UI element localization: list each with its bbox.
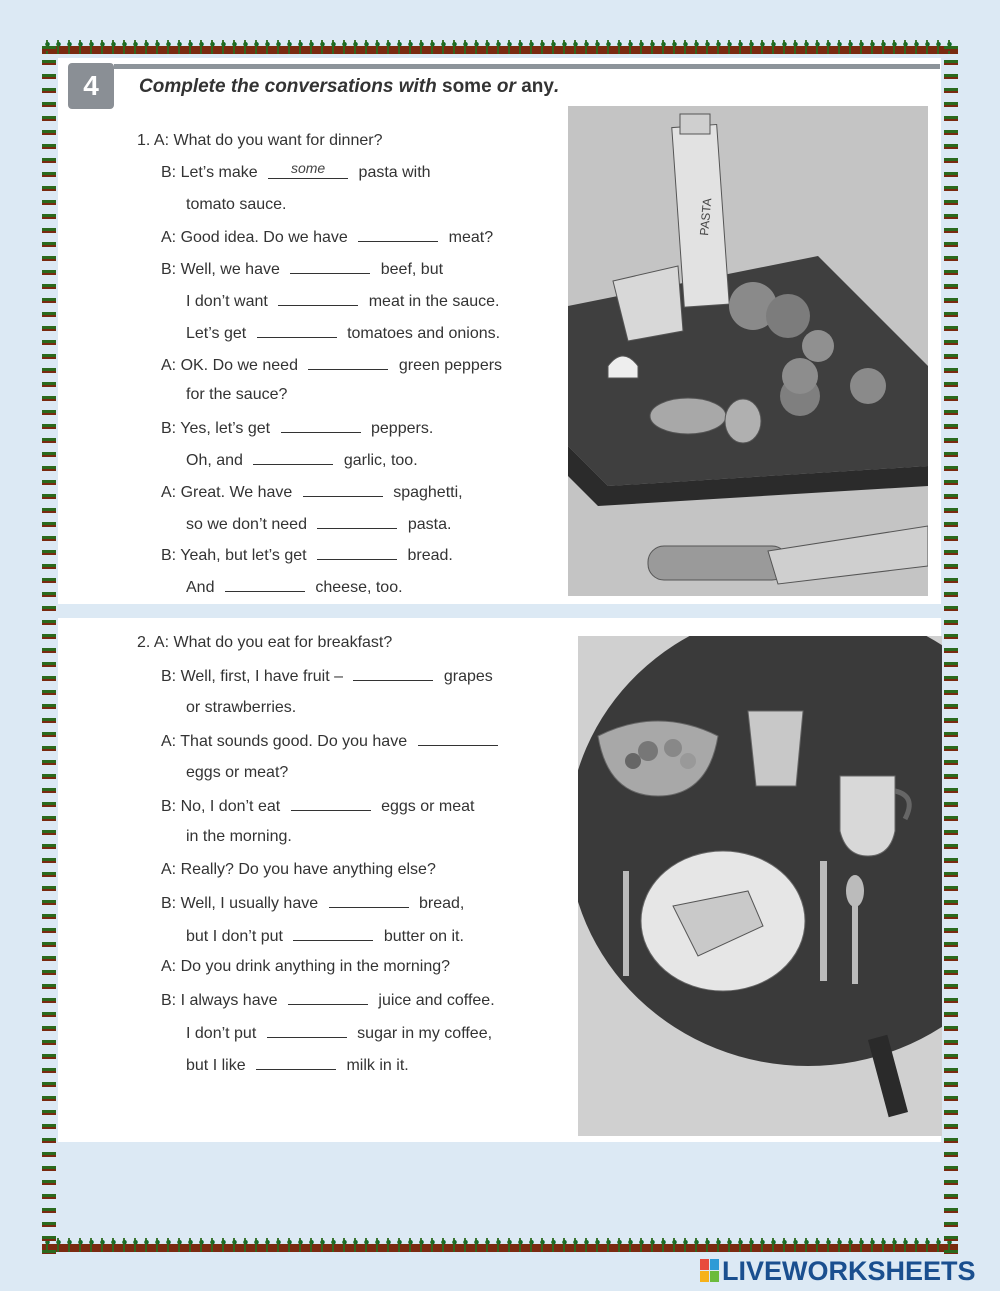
dialogue-text: eggs or meat? (186, 763, 289, 781)
dialogue-line (161, 159, 431, 182)
dialogue-line (161, 227, 493, 247)
dialogue-text: A: Really? Do you have anything else? (161, 860, 436, 878)
dialogue-text: B: Yes, let’s get (161, 420, 275, 438)
dialogue-line (186, 926, 464, 946)
dialogue-text: beef, but (376, 261, 444, 279)
dialogue-text: eggs or meat (376, 798, 475, 815)
dialogue-text: pasta with (354, 163, 431, 181)
dialogue-text: 1. A: What do you want for dinner? (137, 132, 383, 149)
dialogue-text: or strawberries. (186, 698, 297, 716)
dialogue-line (161, 861, 436, 879)
dialogue-line (186, 323, 500, 343)
dialogue-text: milk in it. (342, 1057, 409, 1075)
answer-blank[interactable] (253, 450, 333, 465)
dialogue-text: B: I always have (161, 992, 282, 1010)
dialogue-text: bread. (403, 547, 453, 565)
dialogue-text: A: Do you drink anything in the morning? (161, 958, 451, 975)
answer-blank[interactable] (418, 731, 498, 746)
dialogue-line (186, 514, 451, 534)
dialogue-text: I don’t want (186, 293, 273, 310)
dialogue-text: sugar in my coffee, (352, 1024, 493, 1042)
dialogue-text: bread, (414, 895, 465, 913)
example-answer-text: some (290, 159, 326, 176)
header-rule (114, 64, 940, 69)
dialogue-text: Let’s get (186, 324, 251, 342)
answer-blank[interactable] (358, 227, 438, 242)
answer-blank[interactable] (308, 355, 388, 370)
dialogue-text: green peppers (394, 356, 503, 374)
dialogue-line (137, 132, 382, 150)
decorative-border-top (42, 40, 958, 54)
answer-blank[interactable] (290, 259, 370, 274)
dialogue-text: tomatoes and onions. (342, 324, 501, 342)
dialogue-line (186, 1023, 492, 1043)
exercise-number-badge: 4 (68, 63, 114, 109)
dialogue-line (161, 796, 474, 816)
answer-blank[interactable] (288, 990, 368, 1005)
dialogue-line (186, 828, 292, 846)
answer-blank[interactable] (257, 323, 337, 338)
dialogue-text: juice and coffee. (373, 992, 495, 1010)
answer-blank[interactable] (291, 796, 371, 811)
dialogue-text: 2. A: What do you eat for breakfast? (137, 634, 393, 651)
answer-blank[interactable] (303, 482, 383, 497)
breakfast-photo (578, 636, 942, 1136)
answer-blank[interactable] (353, 666, 433, 681)
dialogue-text: meat? (444, 229, 494, 247)
pasta-box-label: PASTA (697, 197, 715, 237)
dialogue-text: B: No, I don’t eat (161, 798, 285, 815)
dialogue-text: spaghetti, (388, 483, 463, 501)
dialogue-text: B: Well, I usually have (161, 895, 323, 913)
dialogue-line (186, 196, 287, 214)
dialogue-line (161, 666, 493, 686)
dialogue-text: meat in the sauce. (364, 293, 500, 310)
liveworksheets-logo[interactable] (700, 1256, 976, 1286)
dialogue-text: B: Yeah, but let’s get (161, 547, 312, 565)
dialogue-text: peppers. (366, 420, 434, 438)
dialogue-line (186, 699, 296, 717)
dialogue-text: but I don’t put (186, 927, 288, 945)
answer-blank[interactable] (256, 1055, 336, 1070)
dialogue-text: for the sauce? (186, 386, 288, 404)
answer-blank[interactable] (267, 1023, 347, 1038)
dialogue-text: cheese, too. (310, 579, 403, 597)
dialogue-line (186, 291, 499, 311)
logo-icon (700, 1259, 720, 1283)
dialogue-text: garlic, too. (339, 452, 418, 469)
dialogue-text: I don’t put (186, 1024, 261, 1042)
example-answer (268, 159, 348, 179)
answer-blank[interactable] (225, 577, 305, 592)
dialogue-text: in the morning. (186, 828, 292, 846)
answer-blank[interactable] (293, 926, 373, 941)
dialogue-text: B: Well, first, I have fruit – (161, 668, 348, 686)
dialogue-line (137, 634, 392, 652)
answer-blank[interactable] (317, 545, 397, 560)
dialogue-line (161, 355, 502, 375)
dialogue-line (161, 893, 464, 913)
dialogue-text: so we don’t need (186, 515, 312, 533)
dialogue-text: Oh, and (186, 452, 248, 469)
dialogue-line (186, 764, 288, 782)
dialogue-text: A: That sounds good. Do you have (161, 733, 412, 751)
answer-blank[interactable] (281, 418, 361, 433)
dialogue-text: grapes (439, 668, 493, 686)
dialogue-line (161, 482, 463, 502)
answer-blank[interactable] (278, 291, 358, 306)
dialogue-line (161, 990, 495, 1010)
dialogue-text: A: Great. We have (161, 483, 297, 501)
dialogue-line (161, 731, 504, 751)
decorative-border-right (944, 42, 958, 1254)
dialogue-text: B: Well, we have (161, 261, 285, 279)
dialogue-text: A: OK. Do we need (161, 356, 303, 374)
dialogue-line (186, 386, 287, 404)
dialogue-line (161, 545, 453, 565)
dialogue-text: pasta. (403, 515, 452, 533)
dialogue-line (186, 450, 418, 470)
dialogue-text: And (186, 579, 219, 597)
dialogue-text: but I like (186, 1057, 251, 1075)
dialogue-text: B: Let’s make (161, 163, 263, 181)
breakfast-illustration (578, 636, 942, 1136)
dialogue-text: butter on it. (379, 927, 464, 945)
dialogue-line (161, 958, 450, 976)
decorative-border-left (42, 42, 56, 1254)
dialogue-line (186, 577, 403, 597)
dialogue-line (186, 1055, 409, 1075)
answer-blank[interactable] (317, 514, 397, 529)
ingredients-photo (568, 106, 928, 596)
brand-name: LIVEWORKSHEETS (722, 1255, 976, 1286)
exercise-instruction: Complete the conversations with some or any. (139, 76, 560, 97)
answer-blank[interactable] (329, 893, 409, 908)
dialogue-text: A: Good idea. Do we have (161, 229, 353, 247)
ingredients-illustration (568, 106, 928, 596)
dialogue-line (161, 418, 433, 438)
decorative-border-bottom (42, 1238, 958, 1252)
dialogue-text: tomato sauce. (186, 195, 287, 213)
dialogue-line (161, 259, 443, 279)
